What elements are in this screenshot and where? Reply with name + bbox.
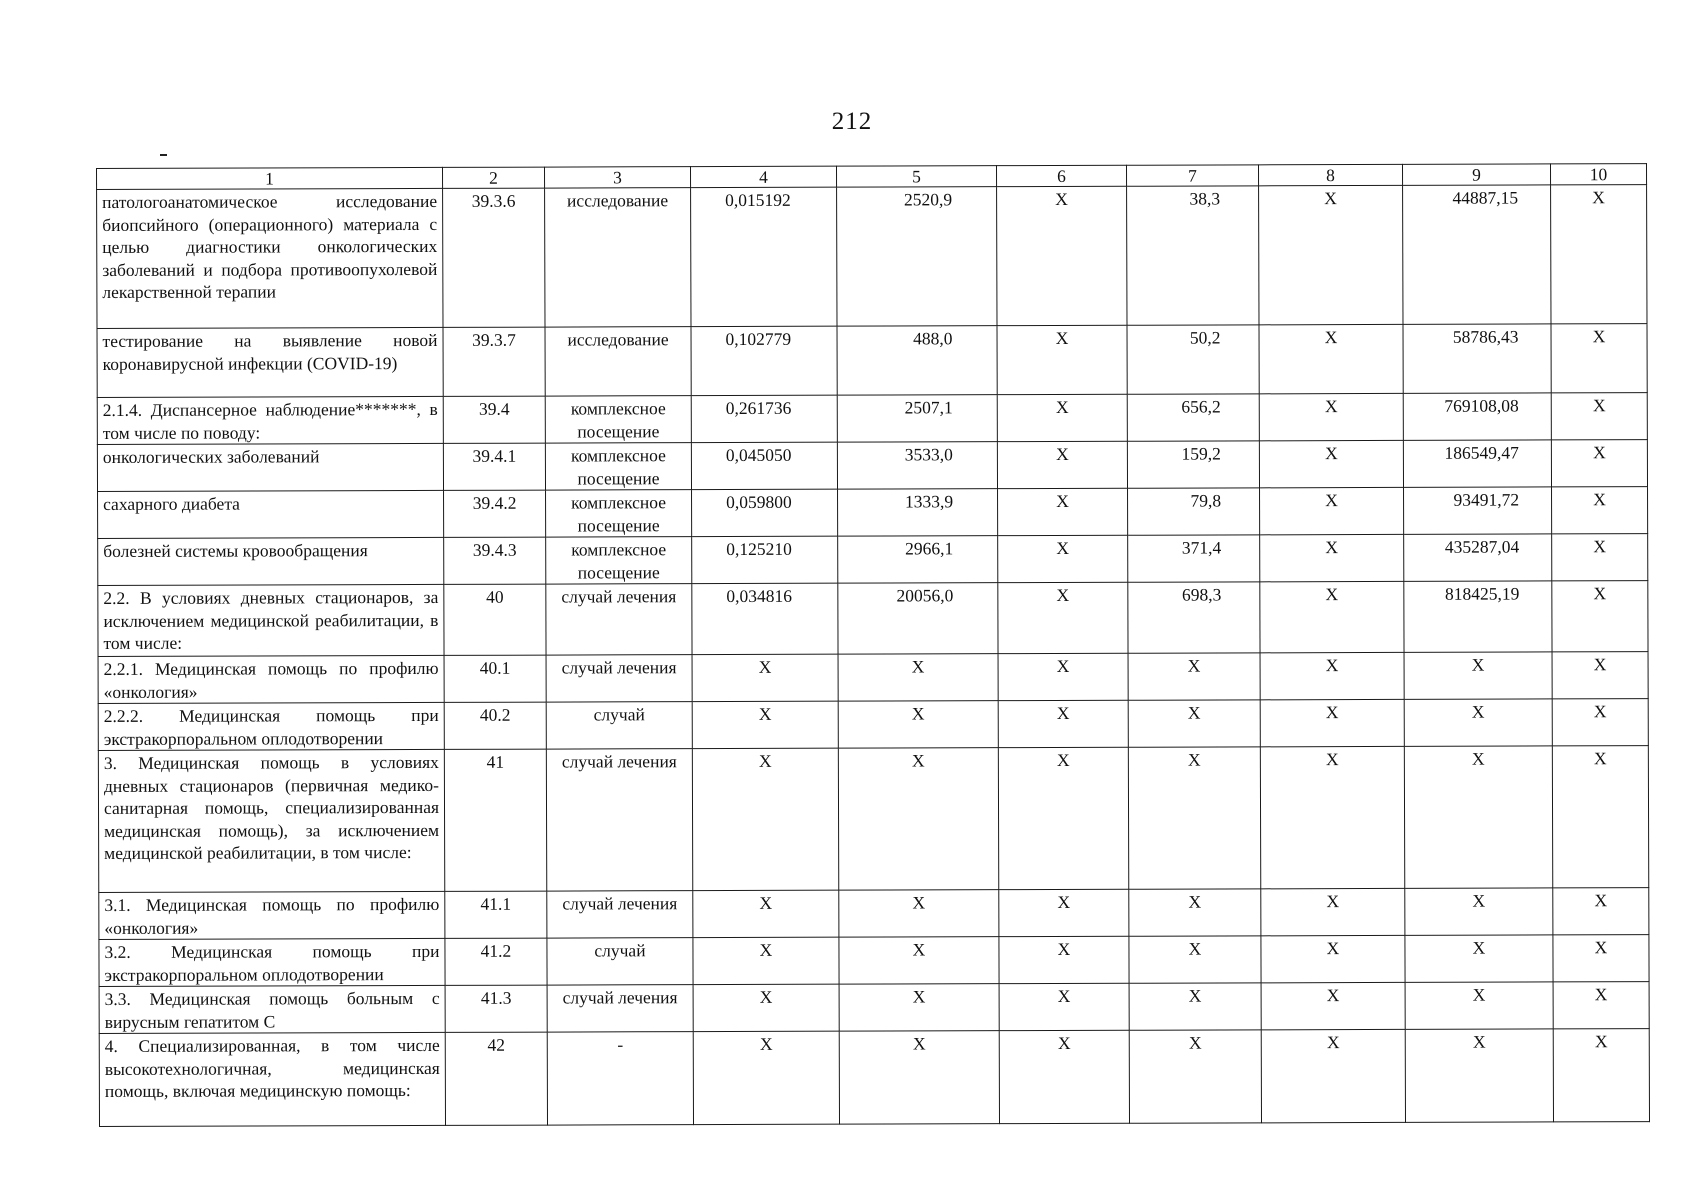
cell-10: X — [1552, 581, 1648, 652]
cell-per-capita: X — [1129, 983, 1261, 1030]
cell-name: 3.1. Медицинская помощь по профилю «онкология» — [99, 891, 445, 939]
cell-per-capita: 50,2 — [1127, 325, 1259, 394]
header-cell: 4 — [690, 166, 836, 187]
cell-cost: X — [839, 984, 999, 1032]
cell-total: X — [1405, 982, 1553, 1029]
cell-code: 41 — [444, 749, 546, 891]
cell-code: 41.2 — [445, 938, 547, 985]
cell-total: 818425,19 — [1404, 581, 1552, 652]
cell-name: 3.3. Медицинская помощь больным с вирусным гепатитом С — [99, 985, 445, 1033]
header-cell: 6 — [996, 165, 1126, 186]
cell-8: X — [1261, 982, 1405, 1029]
cell-total: 186549,47 — [1403, 440, 1551, 487]
cell-cost: 2966,1 — [838, 536, 998, 584]
cell-unit: случай — [547, 938, 693, 985]
cell-6: X — [999, 1030, 1129, 1123]
cell-volume: X — [692, 654, 838, 701]
cell-name: 3.2. Медицинская помощь при экстракорпоральном оплодотворении — [99, 938, 445, 986]
header-cell: 2 — [442, 167, 544, 188]
cell-8: X — [1259, 185, 1403, 324]
table-row — [99, 935, 1649, 987]
cell-per-capita: X — [1129, 1030, 1261, 1123]
cell-6: X — [998, 582, 1128, 653]
cell-total: 44887,15 — [1403, 185, 1551, 324]
page-number: 212 — [831, 108, 873, 135]
cell-unit: случай — [546, 702, 692, 749]
cell-10: X — [1551, 185, 1647, 324]
cell-volume: 0,015192 — [691, 187, 837, 326]
cell-per-capita: X — [1128, 700, 1260, 747]
cell-volume: 0,045050 — [691, 442, 837, 489]
cell-10: X — [1552, 534, 1648, 581]
cell-code: 40 — [444, 584, 546, 655]
cell-per-capita: 656,2 — [1127, 394, 1259, 441]
cell-cost: 3533,0 — [837, 442, 997, 490]
table-row — [98, 746, 1648, 893]
cell-8: X — [1260, 581, 1404, 652]
cell-cost: X — [838, 748, 998, 891]
table-row — [99, 888, 1649, 940]
cell-volume: X — [693, 984, 839, 1031]
cell-code: 42 — [445, 1032, 547, 1125]
cell-total: X — [1404, 652, 1552, 699]
cell-per-capita: 159,2 — [1127, 441, 1259, 488]
table-row — [98, 699, 1648, 751]
cell-volume: 0,034816 — [692, 583, 838, 654]
cell-name: сахарного диабета — [98, 490, 444, 538]
cell-unit: - — [547, 1032, 693, 1125]
table-row — [97, 393, 1647, 445]
cell-unit: комплексное посещение — [545, 396, 691, 443]
cell-6: X — [997, 394, 1127, 441]
cell-name: 3. Медицинская помощь в условиях дневных стационаров (первичная медико-санитарная помощь, специализированная медицинская помощь), за исключением медицинской реабилитации, в том числе: — [98, 749, 444, 892]
cell-name: 2.2.2. Медицинская помощь при экстракорпоральном оплодотворении — [98, 702, 444, 750]
cell-total: X — [1405, 1029, 1553, 1122]
cell-10: X — [1551, 393, 1647, 440]
cell-total: 769108,08 — [1403, 393, 1551, 440]
cell-cost: 1333,9 — [838, 489, 998, 537]
cell-unit: исследование — [545, 188, 691, 327]
cell-per-capita: X — [1129, 936, 1261, 983]
cell-unit: случай лечения — [547, 891, 693, 938]
cell-per-capita: X — [1129, 889, 1261, 936]
cell-8: X — [1260, 746, 1404, 888]
cell-name: 4. Специализированная, в том числе высокотехнологичная, медицинская помощь, включая медицинскую помощь: — [99, 1032, 445, 1126]
cell-10: X — [1552, 652, 1648, 699]
table-row — [99, 982, 1649, 1034]
cell-10: X — [1551, 324, 1647, 393]
data-table — [96, 163, 1650, 1127]
cell-per-capita: X — [1128, 653, 1260, 700]
cell-code: 39.4 — [443, 396, 545, 443]
cell-10: X — [1552, 487, 1648, 534]
cell-6: X — [998, 700, 1128, 747]
cell-cost: X — [839, 937, 999, 985]
cell-8: X — [1260, 699, 1404, 746]
cell-unit: случай лечения — [547, 985, 693, 1032]
cell-cost: X — [839, 1031, 999, 1125]
cell-per-capita: 38,3 — [1127, 186, 1259, 325]
header-cell: 9 — [1402, 164, 1550, 185]
cell-10: X — [1553, 935, 1649, 982]
cell-unit: случай лечения — [546, 655, 692, 702]
stray-mark — [160, 154, 167, 156]
table-row — [98, 487, 1648, 539]
header-cell: 7 — [1126, 165, 1258, 186]
cell-6: X — [998, 535, 1128, 582]
cell-8: X — [1260, 652, 1404, 699]
cell-8: X — [1259, 440, 1403, 487]
header-cell: 5 — [836, 166, 996, 188]
cell-volume: X — [693, 937, 839, 984]
cell-volume: 0,261736 — [691, 395, 837, 442]
cell-6: X — [997, 186, 1127, 325]
cell-6: X — [998, 488, 1128, 535]
cell-6: X — [999, 983, 1129, 1030]
cell-code: 39.3.6 — [443, 188, 545, 327]
cell-name: онкологических заболеваний — [97, 443, 443, 491]
cell-code: 39.4.2 — [444, 490, 546, 537]
cell-code: 39.4.1 — [443, 443, 545, 490]
cell-volume: X — [692, 748, 838, 890]
cell-name: 2.1.4. Диспансерное наблюдение*******, в том числе по поводу: — [97, 396, 443, 444]
cell-6: X — [998, 653, 1128, 700]
cell-10: X — [1553, 982, 1649, 1029]
cell-8: X — [1260, 534, 1404, 581]
cell-code: 41.3 — [445, 985, 547, 1032]
header-cell: 3 — [544, 167, 690, 188]
table-row — [98, 652, 1648, 704]
table-row — [99, 1029, 1649, 1127]
cell-total: 58786,43 — [1403, 324, 1551, 393]
table-row — [97, 185, 1647, 329]
cell-total: X — [1404, 699, 1552, 746]
table-body — [97, 164, 1650, 1127]
cell-per-capita: X — [1128, 747, 1260, 889]
cell-per-capita: 79,8 — [1128, 488, 1260, 535]
cell-6: X — [998, 747, 1128, 889]
cell-name: болезней системы кровообращения — [98, 537, 444, 585]
cell-total: 93491,72 — [1404, 487, 1552, 534]
cell-name: 2.2. В условиях дневных стационаров, за исключением медицинской реабилитации, в том числе: — [98, 584, 444, 656]
cell-10: X — [1553, 888, 1649, 935]
cell-total: 435287,04 — [1404, 534, 1552, 581]
header-cell: 8 — [1258, 164, 1402, 185]
cell-10: X — [1552, 699, 1648, 746]
cell-code: 40.2 — [444, 702, 546, 749]
cell-volume: 0,102779 — [691, 326, 837, 395]
cell-code: 40.1 — [444, 655, 546, 702]
cell-volume: 0,125210 — [692, 536, 838, 583]
cell-total: X — [1404, 746, 1552, 888]
cell-10: X — [1553, 1029, 1649, 1122]
cell-volume: X — [692, 701, 838, 748]
cell-10: X — [1551, 440, 1647, 487]
cell-code: 41.1 — [445, 891, 547, 938]
cell-unit: случай лечения — [546, 584, 692, 655]
cell-cost: X — [838, 701, 998, 749]
cell-8: X — [1261, 888, 1405, 935]
cell-code: 39.3.7 — [443, 327, 545, 396]
table-row — [98, 534, 1648, 586]
cell-total: X — [1405, 935, 1553, 982]
cell-8: X — [1261, 1029, 1405, 1122]
cell-6: X — [997, 441, 1127, 488]
cell-8: X — [1259, 324, 1403, 393]
cell-unit: комплексное посещение — [545, 443, 691, 490]
cell-unit: комплексное посещение — [546, 537, 692, 584]
cell-8: X — [1261, 935, 1405, 982]
cell-cost: X — [839, 890, 999, 938]
cell-cost: 2520,9 — [837, 187, 997, 327]
cell-volume: 0,059800 — [692, 489, 838, 536]
table-row — [97, 324, 1647, 398]
cell-name: патологоанатомическое исследование биопсийного (операционного) материала с целью диагностики онкологических заболеваний и подбора противоопухолевой лекарственной терапии — [97, 188, 443, 328]
cell-unit: случай лечения — [546, 749, 692, 891]
cell-name: 2.2.1. Медицинская помощь по профилю «онкология» — [98, 655, 444, 703]
cell-6: X — [997, 325, 1127, 394]
cell-name: тестирование на выявление новой коронавирусной инфекции (COVID-19) — [97, 327, 443, 397]
cell-volume: X — [693, 1031, 839, 1124]
cell-6: X — [999, 936, 1129, 983]
table-row — [98, 581, 1648, 657]
cell-per-capita: 698,3 — [1128, 582, 1260, 653]
cell-cost: 488,0 — [837, 326, 997, 396]
cell-8: X — [1260, 487, 1404, 534]
table-row — [97, 440, 1647, 492]
cell-code: 39.4.3 — [444, 537, 546, 584]
header-cell: 1 — [97, 167, 443, 189]
cell-unit: комплексное посещение — [546, 490, 692, 537]
cell-unit: исследование — [545, 327, 691, 396]
cell-8: X — [1259, 393, 1403, 440]
cell-cost: X — [838, 654, 998, 702]
cell-cost: 20056,0 — [838, 583, 998, 655]
cell-10: X — [1552, 746, 1648, 888]
cell-total: X — [1405, 888, 1553, 935]
cell-cost: 2507,1 — [837, 395, 997, 443]
cell-per-capita: 371,4 — [1128, 535, 1260, 582]
header-cell: 10 — [1550, 164, 1646, 185]
cell-6: X — [999, 889, 1129, 936]
cell-volume: X — [693, 890, 839, 937]
